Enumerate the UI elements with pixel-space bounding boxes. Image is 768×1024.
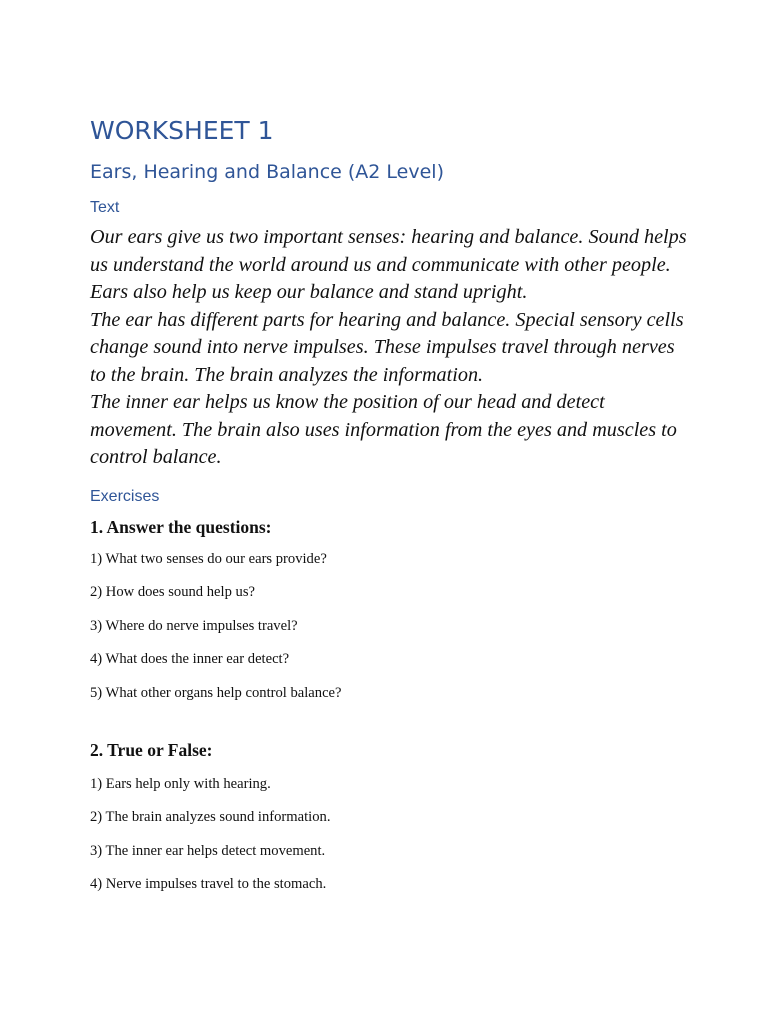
- text-section-heading: Text: [90, 199, 120, 216]
- task-2-title: 2. True or False:: [90, 739, 213, 760]
- question-item: 3) Where do nerve impulses travel?: [90, 617, 298, 634]
- statement-item: 4) Nerve impulses travel to the stomach.: [90, 876, 327, 892]
- question-item: 5) What other organs help control balance?: [90, 684, 342, 701]
- task-1-title: 1. Answer the questions:: [90, 516, 272, 537]
- exercises-heading: Exercises: [90, 487, 160, 505]
- statement-item: 1) Ears help only with hearing.: [90, 775, 271, 792]
- worksheet-subtitle: Ears, Hearing and Balance (A2 Level): [90, 161, 444, 183]
- reading-paragraph: The ear has different parts for hearing and balance. Special sensory cells change sound into nerve impulses. These impulses travel through nerves to the brain. The brain analyzes the information.: [90, 308, 684, 386]
- reading-paragraph: The inner ear helps us know the position of our head and detect movement. The brain also uses information from the eyes and muscles to control balance.: [90, 391, 677, 468]
- question-item: 4) What does the inner ear detect?: [90, 651, 290, 667]
- statement-item: 3) The inner ear helps detect movement.: [90, 842, 326, 859]
- task-1-questions: [90, 549, 690, 703]
- question-item: 2) How does sound help us?: [90, 584, 255, 600]
- reading-paragraph: Our ears give us two important senses: hearing and balance. Sound helps us understand the world around us and communicate with other people. Ears also help us keep our balance and stand upright.: [90, 226, 687, 303]
- task-2-statements: [90, 774, 690, 895]
- worksheet-page: [90, 114, 690, 908]
- reading-text: [90, 224, 690, 472]
- worksheet-title: WORKSHEET 1: [90, 116, 274, 145]
- statement-item: 2) The brain analyzes sound information.: [90, 809, 331, 825]
- question-item: 1) What two senses do our ears provide?: [90, 550, 327, 567]
